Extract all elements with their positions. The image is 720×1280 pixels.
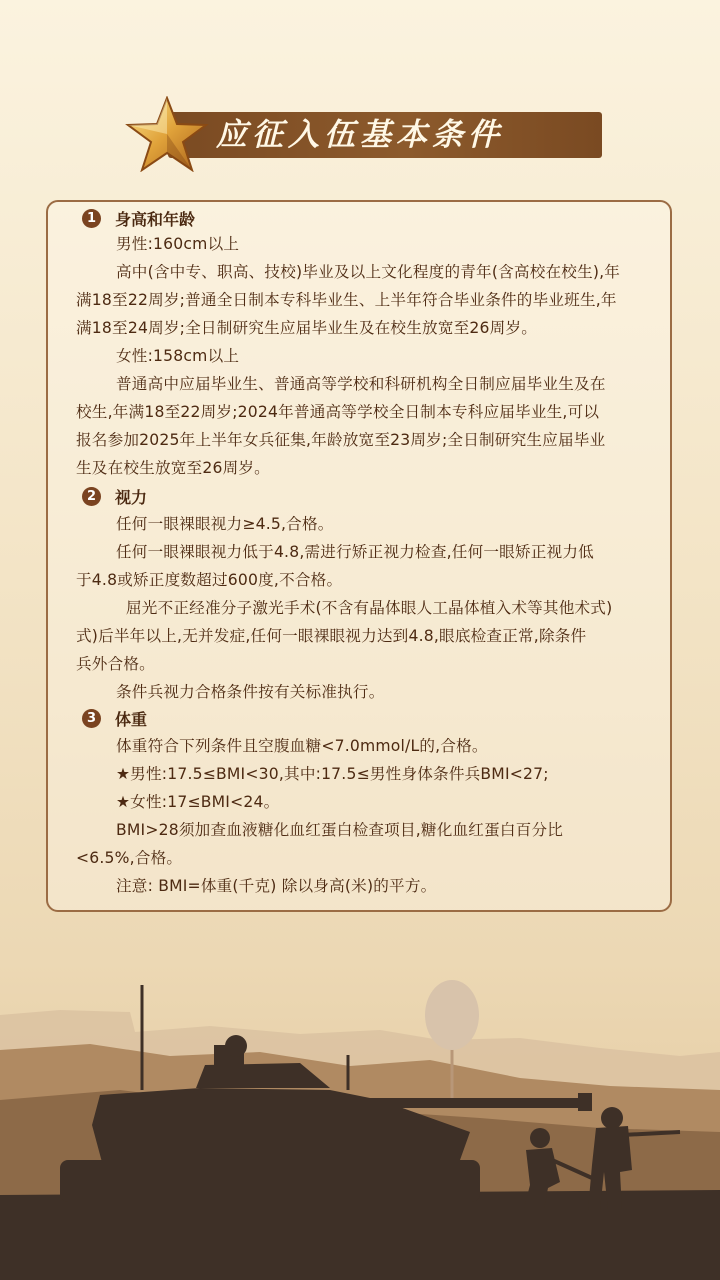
section-title: 身高和年龄 bbox=[115, 209, 196, 229]
text-line: 高中(含中专、职高、技校)毕业及以上文化程度的青年(含高校在校生),年 bbox=[116, 263, 621, 281]
section-number-badge: 3 bbox=[82, 709, 101, 728]
text-line: 女性:158cm以上 bbox=[116, 347, 240, 365]
text-line: 满18至24周岁;全日制研究生应届毕业生及在校生放宽至26周岁。 bbox=[76, 319, 538, 337]
text-line: 满18至22周岁;普通全日制本专科毕业生、上半年符合毕业条件的毕业班生,年 bbox=[76, 291, 617, 309]
text-line: ★男性:17.5≤BMI<30,其中:17.5≤男性身体条件兵BMI<27; bbox=[116, 765, 549, 783]
text-line: 屈光不正经准分子激光手术(不含有晶体眼人工晶体植入术等其他术式) bbox=[126, 599, 613, 617]
star-icon bbox=[124, 96, 210, 172]
text-line: 任何一眼裸眼视力≥4.5,合格。 bbox=[116, 515, 334, 533]
section-number-badge: 1 bbox=[82, 209, 101, 228]
page-title: 应征入伍基本条件 bbox=[216, 117, 504, 153]
military-silhouette-illustration bbox=[0, 960, 720, 1280]
title-banner bbox=[130, 112, 602, 158]
text-line: 兵外合格。 bbox=[76, 655, 155, 673]
text-line: 注意: BMI=体重(千克) 除以身高(米)的平方。 bbox=[116, 877, 437, 895]
text-line: 于4.8或矫正度数超过600度,不合格。 bbox=[76, 571, 343, 589]
section-number-badge: 2 bbox=[82, 487, 101, 506]
text-line: 校生,年满18至22周岁;2024年普通高等学校全日制本专科应届毕业生,可以 bbox=[76, 403, 600, 421]
text-line: 条件兵视力合格条件按有关标准执行。 bbox=[116, 683, 385, 701]
text-line: ★女性:17≤BMI<24。 bbox=[116, 793, 280, 811]
text-line: 任何一眼裸眼视力低于4.8,需进行矫正视力检查,任何一眼矫正视力低 bbox=[116, 543, 594, 561]
text-line: 普通高中应届毕业生、普通高等学校和科研机构全日制应届毕业生及在 bbox=[116, 375, 606, 393]
section-vision-header bbox=[82, 484, 147, 508]
section-title: 体重 bbox=[115, 709, 148, 729]
section-height-age-header bbox=[82, 206, 195, 230]
text-line: BMI>28须加查血液糖化血红蛋白检查项目,糖化血红蛋白百分比 bbox=[116, 821, 564, 839]
text-line: 报名参加2025年上半年女兵征集,年龄放宽至23周岁;全日制研究生应届毕业 bbox=[76, 431, 606, 449]
section-weight-header bbox=[82, 706, 147, 730]
text-line: 男性:160cm以上 bbox=[116, 235, 240, 253]
text-line: <6.5%,合格。 bbox=[76, 849, 183, 867]
text-line: 体重符合下列条件且空腹血糖<7.0mmol/L的,合格。 bbox=[116, 737, 488, 755]
text-line: 式)后半年以上,无并发症,任何一眼裸眼视力达到4.8,眼底检查正常,除条件 bbox=[76, 627, 587, 645]
text-line: 生及在校生放宽至26周岁。 bbox=[76, 459, 270, 477]
section-title: 视力 bbox=[115, 487, 148, 507]
